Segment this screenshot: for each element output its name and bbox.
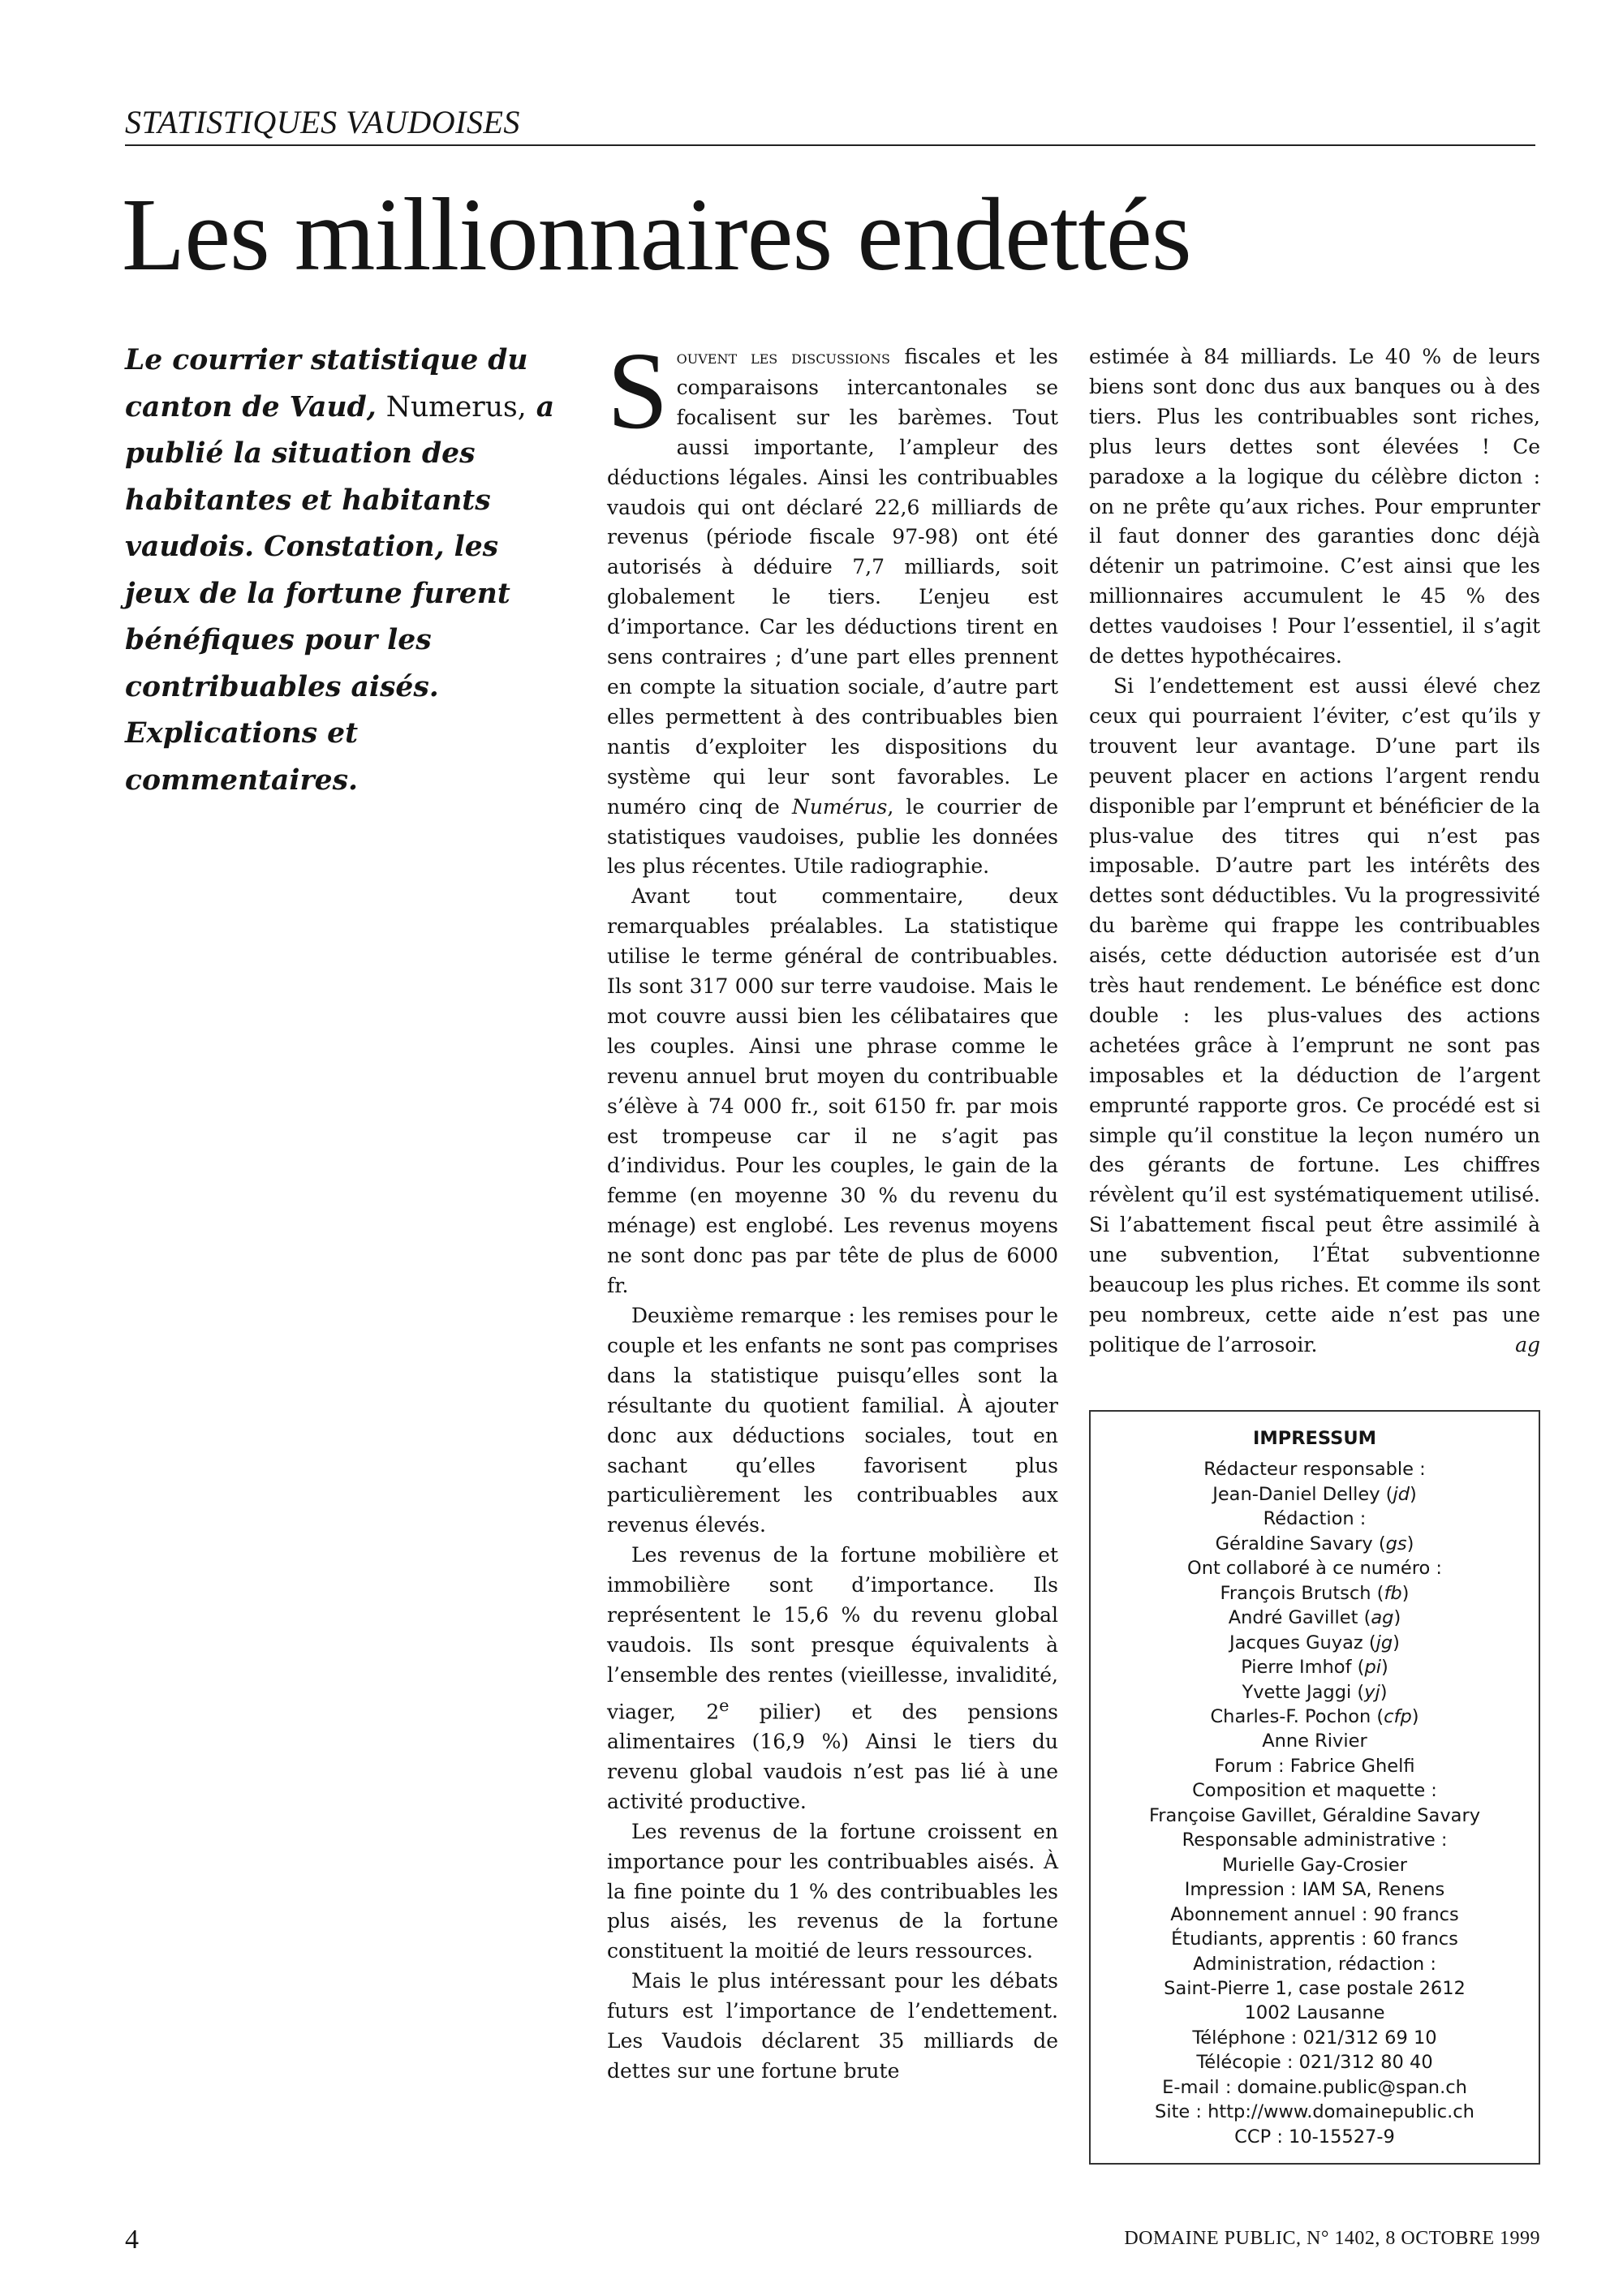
impressum-line: Françoise Gavillet, Géraldine Savary: [1148, 1804, 1481, 1826]
impressum-heading: IMPRESSUM: [1252, 1428, 1376, 1449]
paragraph-4-text-b: pilier) et des pensions alimentaires (16,9 %) Ainsi le tiers du revenu global vaudois n’est pas lié à une activité productive.: [607, 1700, 1059, 1813]
impressum-line: Ont collaboré à ce numéro :: [1186, 1558, 1442, 1580]
contributor-initials: cfp: [1384, 1705, 1412, 1727]
impressum-contributor: Yvette Jaggi (yj): [1242, 1681, 1388, 1703]
impressum-line: Téléphone : 021/312 69 10: [1192, 2027, 1437, 2049]
article-title: Les millionnaires endettés: [122, 177, 1191, 292]
impressum-contributor: Jacques Guyaz (jg): [1229, 1632, 1400, 1653]
impressum-line: Impression : IAM SA, Renens: [1184, 1879, 1445, 1901]
publication-footer: DOMAINE PUBLIC, N° 1402, 8 OCTOBRE 1999: [1124, 2228, 1540, 2249]
article-lead: [125, 338, 563, 804]
impressum-line: Jean-Daniel Delley (jd): [1212, 1483, 1417, 1505]
contributor-name: Pierre Imhof (: [1241, 1657, 1365, 1679]
article-paragraph-7: [1089, 672, 1540, 1361]
paragraph-1-italic: Numérus: [791, 794, 888, 819]
contributor-initials: yj: [1364, 1681, 1380, 1703]
article-paragraph-6: Mais le plus intéressant pour les débats futurs est l’importance de l’endettement. Les Vaudois déclarent 35 milliards de dettes sur une fortune brute: [607, 1969, 1058, 2083]
contributor-initials: jg: [1375, 1632, 1393, 1653]
impressum-line: E-mail : domaine.public@span.ch: [1162, 2076, 1467, 2098]
impressum-line: CCP : 10-15527-9: [1234, 2126, 1395, 2148]
section-rubric: STATISTIQUES VAUDOISES: [125, 102, 1535, 146]
contributor-initials: pi: [1364, 1657, 1381, 1679]
contributor-name: Jacques Guyaz (: [1229, 1632, 1376, 1653]
impressum-line: Site : http://www.domainepublic.ch: [1155, 2101, 1474, 2123]
impressum-initials: gs: [1385, 1533, 1407, 1554]
paragraph-1-text-a: fiscales et les comparaisons intercantonales se focalisent sur les barèmes. Tout aussi importante, l’ampleur des déductions légales. Ainsi les contribuables vaudois qui ont déclaré 22,6 milliards de revenus (période fiscale 97-98) ont été autorisés à déduire 7,7 milliards, soit globalement le tiers. L’enjeu est d’importance. Car les déductions tirent en sens contraires ; d’une part elles prennent en compte la situation sociale, d’autre part elles permettent à des contribuables bien nantis d’exploiter les dispositions du système qui leur sont favorables. Le numéro cinq de: [607, 345, 1058, 819]
impressum-line: Saint-Pierre 1, case postale 2612: [1164, 1977, 1466, 1999]
paragraph-7-text: Si l’endettement est aussi élevé chez ceux qui pourraient l’éviter, c’est qu’ils y trouvent leur avantage. D’une part ils peuvent placer en actions l’argent rendu disponible par l’emprunt et bénéficier de la plus-value des titres qui n’est pas imposable. D’autre part les intérêts des dettes sont déductibles. Vu la progressivité du barème qui frappe les contribuables aisés, cette déduction autorisée est d’un très haut rendement. Le bénéfice est donc double : les plus-values des actions achetées grâce à l’emprunt ne sont pas imposables et la déduction de l’argent emprunté rapporte gros. Ce procédé est si simple qu’il constitue la leçon numéro un des gérants de fortune. Les chiffres révèlent qu’il est systématiquement utilisé. Si l’abattement fiscal peut être assimilé à une subvention, l’État subventionne beaucoup les plus riches. Et comme ils sont peu nombreux, cette aide n’est pas une politique de l’arrosoir.: [1089, 673, 1540, 1357]
article-paragraph-2: Avant tout commentaire, deux remarquables préalables. La statistique utilise le terme général de contribuables. Ils sont 317 000 sur terre vaudoise. Mais le mot couvre aussi bien les célibataires que les couples. Ainsi une phrase comme le revenu annuel brut moyen du contribuable s’élève à 74 000 fr., soit 6150 fr. par mois est trompeuse car il ne s’agit pas d’individus. Pour les couples, le gain de la femme (en moyenne 30 % du revenu du ménage) est englobé. Les revenus moyens ne sont donc pas par tête de plus de 6000 fr.: [607, 884, 1058, 1298]
impressum-line: Responsable administrative :: [1182, 1829, 1448, 1851]
lead-publication-name: Numerus,: [385, 390, 527, 424]
impressum-contributor: André Gavillet (ag): [1228, 1607, 1401, 1629]
author-signature: ag: [1515, 1332, 1540, 1357]
impressum-line: Anne Rivier: [1262, 1731, 1367, 1752]
contributor-initials: fb: [1384, 1582, 1402, 1604]
impressum-line: Télécopie : 021/312 80 40: [1196, 2052, 1433, 2074]
impressum-line: Administration, rédaction :: [1193, 1953, 1436, 1975]
paragraph-4-text-a: Les revenus de la fortune mobilière et immobilière sont d’importance. Ils représentent le 15,6 % du revenu global vaudois. Ils sont presque équivalents à l’ensemble des rentes (vieillesse, invalidité, viager, 2: [607, 1543, 1058, 1724]
contributor-name: André Gavillet (: [1228, 1607, 1371, 1629]
impressum-line: Abonnement annuel : 90 francs: [1170, 1903, 1459, 1925]
article-column-2: [1089, 342, 1540, 1361]
impressum-line: Composition et maquette :: [1192, 1780, 1437, 1802]
impressum-line: 1002 Lausanne: [1244, 2002, 1385, 2024]
paragraph-1-text-b: , le courrier de statistiques vaudoises, publie les données les plus récentes. Utile radiographie.: [607, 794, 1058, 879]
lead-text-2: a publié la situation des habitantes et habitants vaudois. Constation, les jeux de la fortune furent bénéfiques pour les contribuables aisés. Explications et commentaires.: [125, 390, 555, 797]
contributor-name: François Brutsch (: [1220, 1582, 1384, 1604]
impressum-contributor: Charles-F. Pochon (cfp): [1210, 1705, 1419, 1727]
article-paragraph-4: [607, 1541, 1058, 1817]
impressum-line: Rédaction :: [1263, 1508, 1367, 1530]
impressum-initials: jd: [1393, 1483, 1410, 1505]
impressum-box: [1089, 1410, 1540, 2165]
impressum-line: Forum : Fabrice Ghelfi: [1214, 1755, 1415, 1777]
impressum-line: Étudiants, apprentis : 60 francs: [1171, 1928, 1458, 1950]
impressum-contributor: Pierre Imhof (pi): [1241, 1657, 1388, 1679]
opening-smallcaps: ouvent les discussions: [676, 347, 891, 368]
contributor-initials: ag: [1371, 1607, 1394, 1629]
article-paragraph-5: Les revenus de la fortune croissent en importance pour les contribuables aisés. À la fine pointe du 1 % des contribuables les plus aisés, les revenus de la fortune constituent la moitié de leurs ressources.: [607, 1819, 1058, 1963]
article-paragraph-1: [607, 330, 1058, 882]
page-number: 4: [125, 2225, 139, 2255]
impressum-name: Jean-Daniel Delley (: [1212, 1483, 1393, 1505]
impressum-line: Rédacteur responsable :: [1203, 1459, 1426, 1481]
contributor-name: Yvette Jaggi (: [1242, 1681, 1365, 1703]
article-paragraph-6-continued: estimée à 84 milliards. Le 40 % de leurs biens sont donc dus aux banques ou à des tiers. Plus les contribuables sont riches, plus leurs dettes sont élevées ! Ce paradoxe a la logique du célèbre dicton : on ne prête qu’aux riches. Pour emprunter il faut donner des garanties donc déjà détenir un patrimoine. C’est ainsi que les millionnaires accumulent le 45 % des dettes vaudoises ! Pour l’essentiel, il s’agit de dettes hypothécaires.: [1089, 345, 1540, 669]
paragraph-4-superscript: e: [719, 1695, 730, 1715]
impressum-line: Géraldine Savary (gs): [1215, 1533, 1414, 1554]
contributor-name: Charles-F. Pochon (: [1210, 1705, 1384, 1727]
article-column-1: [607, 330, 1059, 2087]
impressum-name: Géraldine Savary (: [1215, 1533, 1386, 1554]
drop-cap: S: [607, 330, 669, 452]
article-paragraph-3: Deuxième remarque : les remises pour le couple et les enfants ne sont pas comprises dans la statistique puisqu’elles sont la résultante du quotient familial. À ajouter donc aux déductions sociales, tout en sachant qu’elles favorisent plus particulièrement les contribuables aux revenus élevés.: [607, 1304, 1058, 1537]
lead-text-1: Le courrier statistique du canton de Vaud,: [125, 344, 528, 424]
impressum-line: Murielle Gay-Crosier: [1221, 1854, 1408, 1876]
impressum-contributor: François Brutsch (fb): [1220, 1582, 1410, 1604]
